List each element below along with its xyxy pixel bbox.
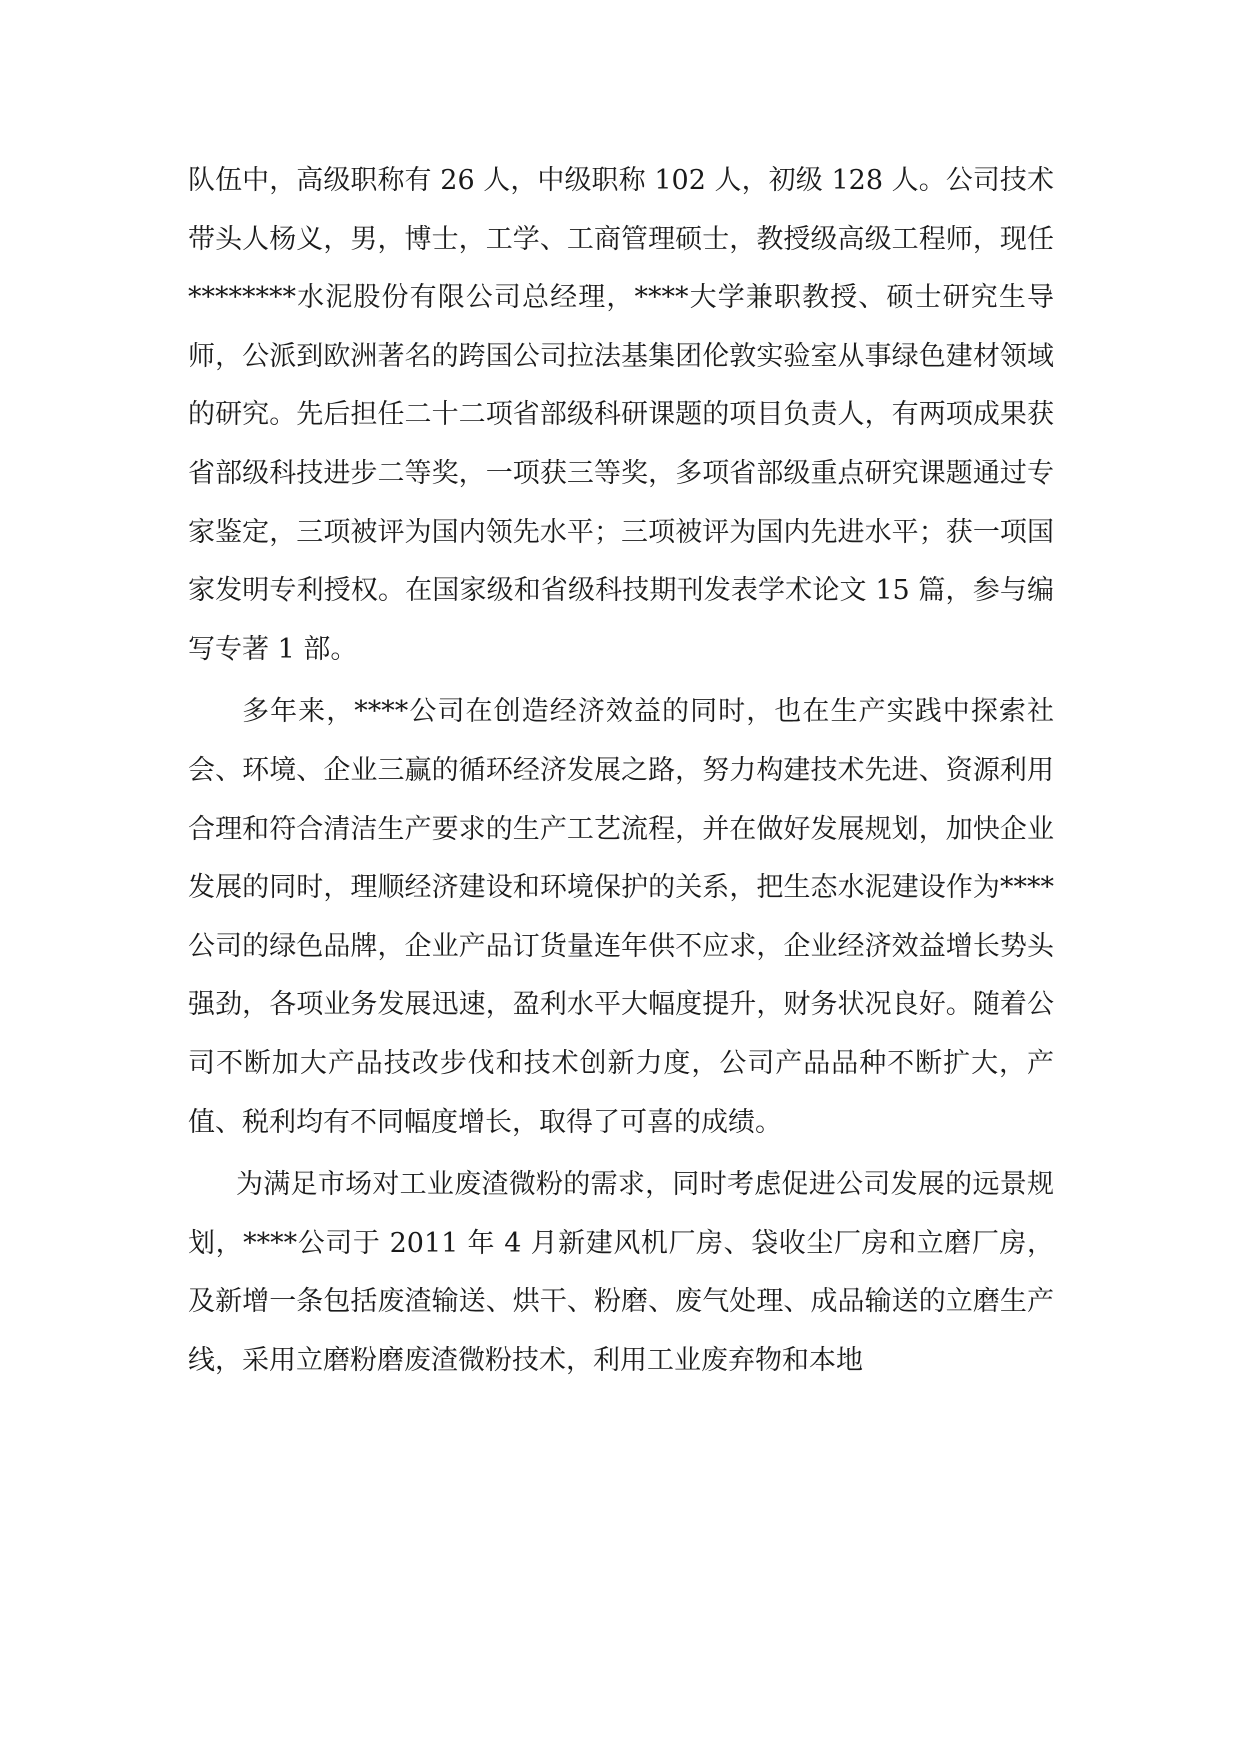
paragraph-1: 队伍中，高级职称有 26 人，中级职称 102 人，初级 128 人。公司技术带头人杨义，男，博士，工学、工商管理硕士，教授级高级工程师，现任********水泥股份有限公司总经理，****大学兼职教授、硕士研究生导师，公派到欧洲著名的跨国公司拉法基集团伦敦实验室从事绿色建材领域的研究。先后担任二十二项省部级科研课题的项目负责人，有两项成果获省部级科技进步二等奖，一项获三等奖，多项省部级重点研究课题通过专家鉴定，三项被评为国内领先水平；三项被评为国内先进水平；获一项国家发明专利授权。在国家级和省级科技期刊发表学术论文 15 篇，参与编写专著 1 部。 — [188, 165, 1054, 665]
paragraph-2: 多年来，****公司在创造经济效益的同时，也在生产实践中探索社会、环境、企业三赢的循环经济发展之路，努力构建技术先进、资源利用合理和符合清洁生产要求的生产工艺流程，并在做好发展规划，加快企业发展的同时，理顺经济建设和环境保护的关系，把生态水泥建设作为****公司的绿色品牌，企业产品订货量连年供不应求，企业经济效益增长势头强劲，各项业务发展迅速，盈利水平大幅度提升，财务状况良好。随着公司不断加大产品技改步伐和技术创新力度，公司产品品种不断扩大，产值、税利均有不同幅度增长，取得了可喜的成绩。 — [188, 696, 1054, 1138]
paragraph-3: 为满足市场对工业废渣微粉的需求，同时考虑促进公司发展的远景规划，****公司于 2011 年 4 月新建风机厂房、袋收尘厂房和立磨厂房，及新增一条包括废渣输送、烘干、粉磨、废气处理、成品输送的立磨生产线，采用立磨粉磨废渣微粉技术，利用工业废弃物和本地 — [188, 1169, 1054, 1376]
document-body — [188, 152, 1054, 1390]
